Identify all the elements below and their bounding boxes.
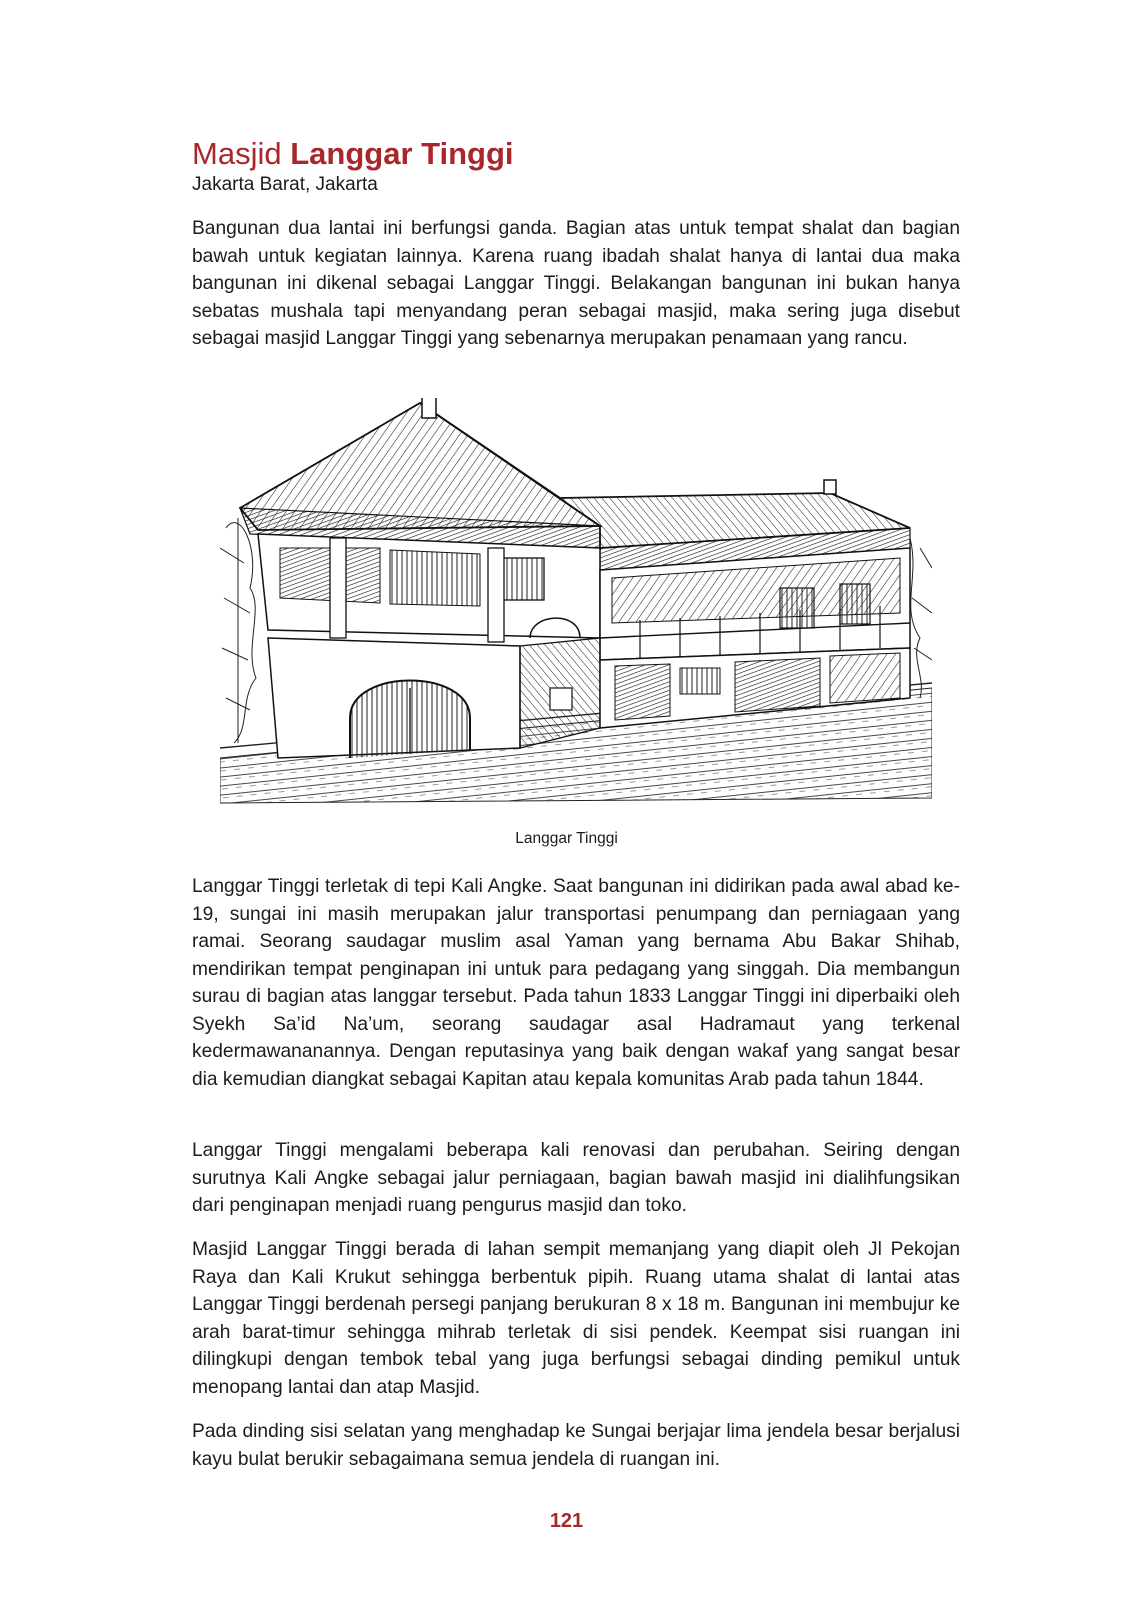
title-bold: Langgar Tinggi <box>290 136 514 171</box>
paragraph-history: Langgar Tinggi terletak di tepi Kali Angke. Saat bangunan ini didirikan pada awal abad ke-19, sungai ini masih merupakan jalur transportasi penumpang dan perniagaan yang ramai. Seorang saudagar muslim asal Yaman yang bernama Abu Bakar Shihab, mendirikan tempat penginapan ini untuk para pedagang yang singgah. Dia membangun surau di bagian atas langgar tersebut. Pada tahun 1833 Langgar Tinggi ini diperbaiki oleh Syekh Sa’id Na’um, seorang saudagar asal Hadramaut yang terkenal kedermawananannya. Dengan reputasinya yang baik dengan wakaf yang sangat besar dia kemudian diangkat sebagai Kapitan atau kepala komunitas Arab pada tahun 1844. <box>192 876 960 1090</box>
paragraph-windows: Pada dinding sisi selatan yang menghadap ke Sungai berjajar lima jendela besar berjalusi kayu bulat berukir sebagaimana semua jendela di ruangan ini. <box>192 1421 960 1470</box>
title-light: Masjid <box>192 136 282 171</box>
page-number: 121 <box>549 1510 584 1532</box>
building-sketch-illustration <box>220 398 932 818</box>
paragraph-renovation: Langgar Tinggi mengalami beberapa kali renovasi dan perubahan. Seiring dengan surutnya Kali Angke sebagai jalur perniagaan, bagian bawah masjid ini dialihfungsikan dari penginapan menjadi ruang pengurus masjid dan toko. <box>192 1140 960 1216</box>
paragraph-layout: Masjid Langgar Tinggi berada di lahan sempit memanjang yang diapit oleh Jl Pekojan Raya dan Kali Krukut sehingga berbentuk pipih. Ruang utama shalat di lantai atas Langgar Tinggi berdenah persegi panjang berukuran 8 x 18 m. Bangunan ini membujur ke arah barat-timur sehingga mihrab terletak di sisi pendek. Keempat sisi ruangan ini dilingkupi dengan tembok tebal yang juga berfungsi sebagai dinding pemikul untuk menopang lantai dan atap Masjid. <box>192 1239 960 1398</box>
figure-caption: Langgar Tinggi <box>515 830 618 847</box>
page-title <box>192 134 514 174</box>
paragraph-intro: Bangunan dua lantai ini berfungsi ganda. Bagian atas untuk tempat shalat dan bagian bawah untuk kegiatan lainnya. Karena ruang ibadah shalat hanya di lantai dua maka bangunan ini dikenal sebagai Langgar Tinggi. Belakangan bangunan ini bukan hanya sebatas mushala tapi menyandang peran sebagai masjid, maka sering juga disebut sebagai masjid Langgar Tinggi yang sebenarnya merupakan penamaan yang rancu. <box>192 218 960 349</box>
location-subtitle: Jakarta Barat, Jakarta <box>192 174 378 195</box>
